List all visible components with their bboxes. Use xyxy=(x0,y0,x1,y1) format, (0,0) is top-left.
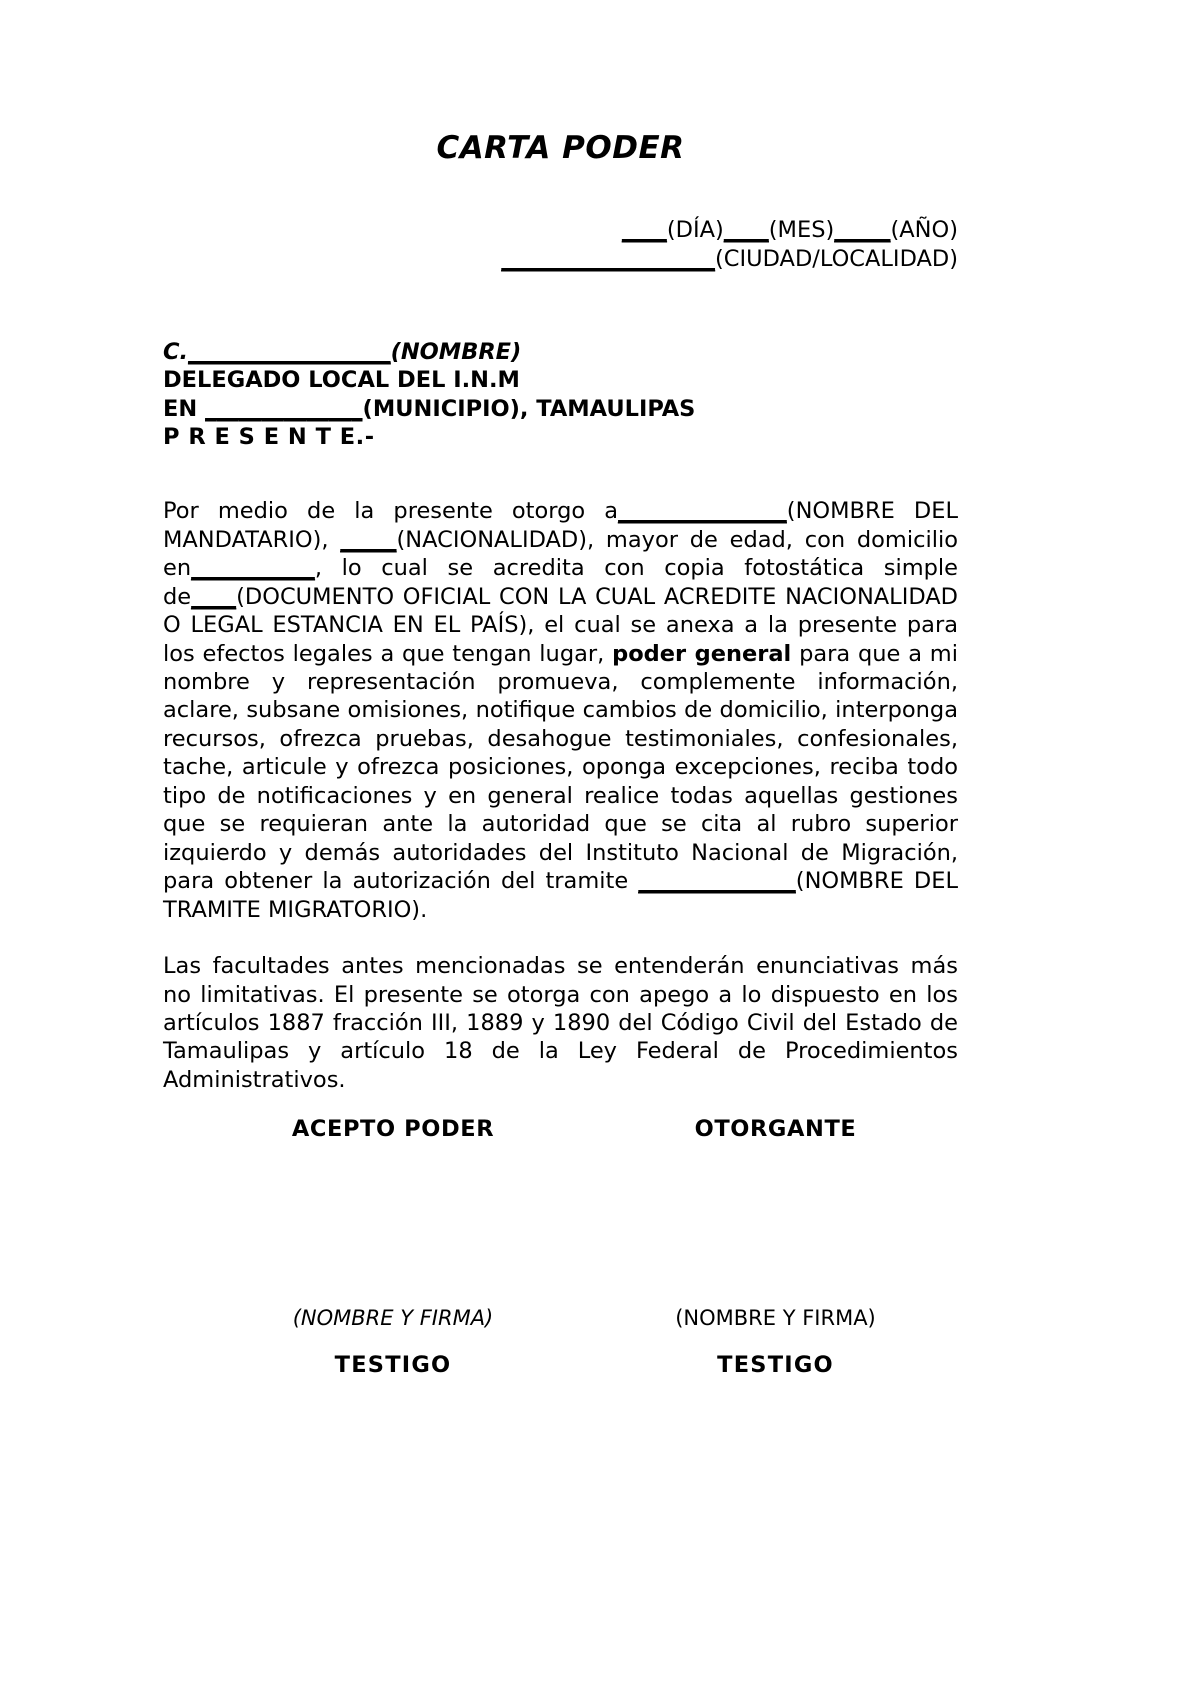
witness-label-left: TESTIGO xyxy=(334,1352,452,1379)
addressee-name-blank: __________________ xyxy=(188,338,391,365)
addressee-municipality-label: (MUNICIPIO), TAMAULIPAS xyxy=(362,395,696,422)
page-title: CARTA PODER xyxy=(436,130,685,166)
witness-left-cell xyxy=(163,1352,593,1378)
p1-blank-1: _______________ xyxy=(618,498,787,525)
signature-headings-row xyxy=(163,1116,958,1142)
addressee-c-prefix: C. xyxy=(163,338,189,365)
acepto-poder-heading: ACEPTO PODER xyxy=(291,1116,495,1143)
signature-name-right: (NOMBRE Y FIRMA) xyxy=(675,1306,876,1331)
signature-name-left-cell xyxy=(163,1306,593,1330)
p1-seg7: (NOMBRE DEL TRAMITE MIGRATORIO). xyxy=(163,868,958,923)
p1-seg1: Por medio de la presente otorgo a xyxy=(163,498,619,525)
signature-names-row xyxy=(163,1306,958,1330)
month-label: (MES) xyxy=(768,217,835,244)
p1-seg3: (NACIONALIDAD), mayor de edad, con domicilio en xyxy=(163,526,958,582)
day-label: (DÍA) xyxy=(666,217,724,244)
addressee-municipality-blank: ______________ xyxy=(205,395,363,422)
body-paragraph-1 xyxy=(163,497,958,924)
signature-column-right xyxy=(593,1116,958,1142)
signature-name-right-cell xyxy=(593,1306,958,1330)
month-blank: ____ xyxy=(723,217,769,244)
signature-name-left: (NOMBRE Y FIRMA) xyxy=(292,1306,494,1331)
year-blank: _____ xyxy=(834,217,891,244)
witness-row xyxy=(163,1352,958,1378)
place-blank: ___________________ xyxy=(501,245,716,272)
day-blank: ____ xyxy=(621,217,667,244)
p1-blank-5: ______________ xyxy=(638,868,796,895)
p1-blank-2: _____ xyxy=(340,526,397,553)
otorgante-heading: OTORGANTE xyxy=(694,1116,857,1143)
witness-right-cell xyxy=(593,1352,958,1378)
body-paragraph-2: Las facultades antes mencionadas se entenderán enunciativas más no limitativas. El presente se otorga con apego a lo dispuesto en los artículos 1887 fracción III, 1889 y 1890 del Código Civil del Estado de Tamaulipas y artículo 18 de la Ley Federal de Procedimientos Administrativos. xyxy=(163,953,958,1093)
p1-seg6: para que a mi nombre y representación promueva, complemente información, aclare, subsane omisiones, notifique cambios de domicilio, interponga recursos, ofrezca pruebas, desahogue testimoniales, confesionales, tache, articule y ofrezca posiciones, oponga excepciones, reciba todo tipo de notificaciones y en general realice todas aquellas gestiones que se requieran ante la autoridad que se cita al rubro superior izquierdo y demás autoridades del Instituto Nacional de Migración, para obtener la autorización del tramite xyxy=(163,640,958,895)
year-label: (AÑO) xyxy=(890,217,958,244)
addressee-name-line xyxy=(163,338,958,366)
p1-blank-4: ____ xyxy=(191,583,237,610)
place-line xyxy=(163,246,958,274)
addressee-role-line: DELEGADO LOCAL DEL I.N.M xyxy=(163,367,520,394)
p1-seg4: , lo cual se acredita con copia fotostática simple de xyxy=(163,555,958,610)
witness-label-right: TESTIGO xyxy=(717,1352,834,1379)
p1-bold-poder-general: poder general xyxy=(612,640,792,667)
addressee-municipality-line xyxy=(163,395,958,423)
addressee-en-prefix: EN xyxy=(163,395,198,422)
date-place-block xyxy=(163,217,958,274)
p1-seg2: (NOMBRE DEL MANDATARIO), xyxy=(163,498,958,553)
addressee-presente-line: P R E S E N T E.- xyxy=(163,423,375,450)
p1-blank-3: ___________ xyxy=(191,555,315,582)
place-label: (CIUDAD/LOCALIDAD) xyxy=(715,245,958,272)
p1-seg5: (DOCUMENTO OFICIAL CON LA CUAL ACREDITE NACIONALIDAD O LEGAL ESTANCIA EN EL PAÍS), el cual se anexa a la presente para los efectos legales a que tengan lugar, xyxy=(163,583,958,667)
addressee-block xyxy=(163,338,958,451)
addressee-name-label: (NOMBRE) xyxy=(390,338,522,365)
signature-column-left xyxy=(163,1116,593,1142)
date-line xyxy=(163,217,958,245)
document-body xyxy=(163,0,958,1378)
